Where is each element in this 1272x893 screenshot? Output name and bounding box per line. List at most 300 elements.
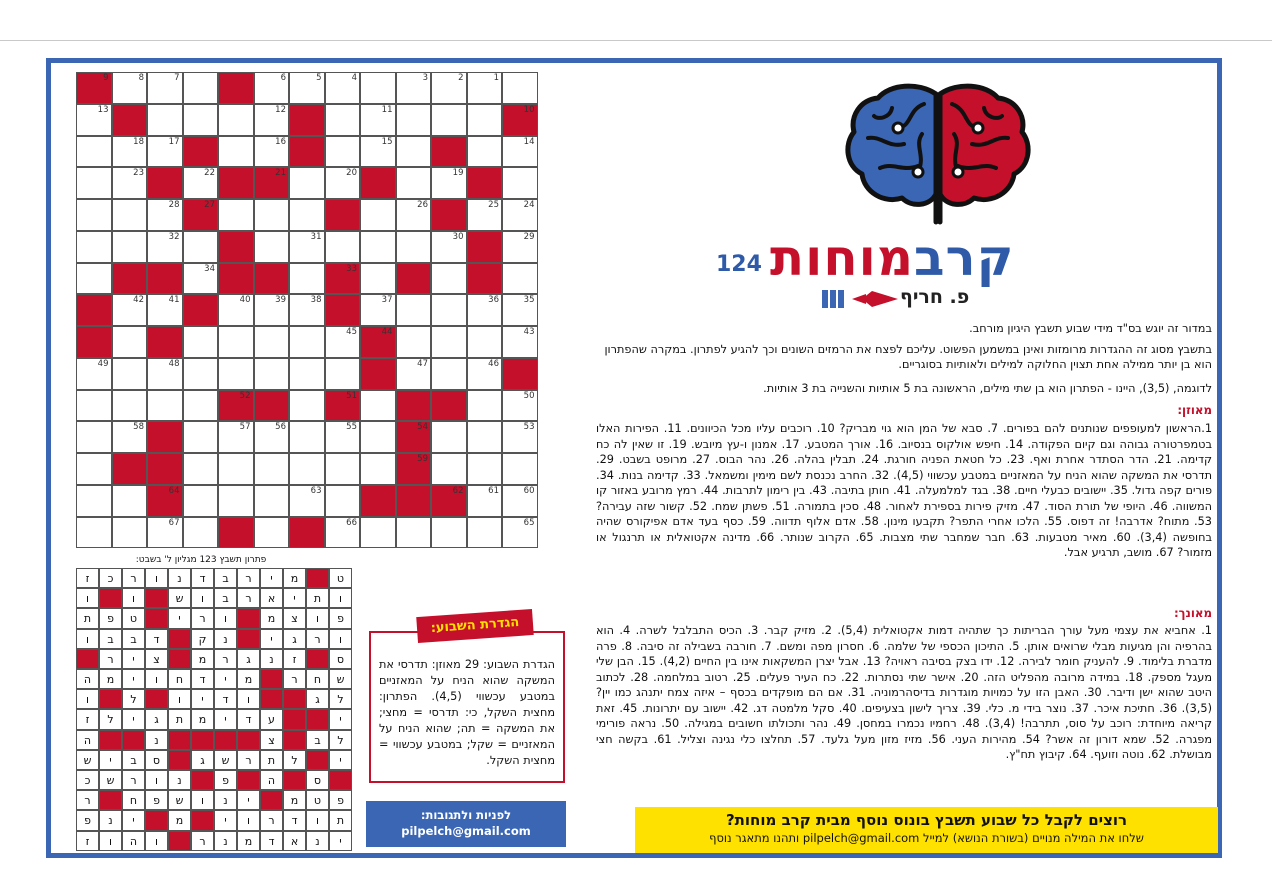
solution-cell: ת xyxy=(260,750,283,770)
grid-cell[interactable] xyxy=(431,294,467,326)
grid-block xyxy=(147,485,183,517)
grid-cell[interactable] xyxy=(254,199,290,231)
clue-number: 37 xyxy=(381,295,393,306)
grid-cell[interactable] xyxy=(112,358,148,390)
grid-cell[interactable] xyxy=(467,517,503,549)
intro-line-2: בתשבץ מסוג זה ההגדרות מרומזות ואינן במשמען הפשוט. עליכם לפצח את הרמזים השונים וכך להגיע לפתרון. במקרה שהפתרון הוא בן יותר ממילה אחת תצוין החלוקה למילים ולאותיות בסוגריים. xyxy=(604,343,1212,371)
solution-cell: פ xyxy=(99,608,122,628)
grid-cell[interactable] xyxy=(396,167,432,199)
solution-block xyxy=(260,669,283,689)
clue-number: 61 xyxy=(488,485,499,496)
clue-number: 50 xyxy=(523,390,535,401)
clue-number: 16 xyxy=(275,136,286,147)
grid-cell[interactable] xyxy=(76,104,112,136)
solution-cell: ד xyxy=(237,709,260,729)
solution-block xyxy=(283,689,306,709)
grid-cell[interactable] xyxy=(183,231,219,263)
grid-cell[interactable] xyxy=(502,263,538,295)
grid-cell[interactable] xyxy=(147,136,183,168)
grid-block xyxy=(360,167,396,199)
grid-block xyxy=(396,485,432,517)
clue-number: 17 xyxy=(168,136,180,147)
solution-cell: נ xyxy=(214,790,237,810)
clue-number: 54 xyxy=(417,422,428,433)
grid-cell[interactable] xyxy=(467,294,503,326)
clue-number: 52 xyxy=(239,390,251,401)
grid-block xyxy=(218,263,254,295)
grid-cell[interactable] xyxy=(289,294,325,326)
solution-cell: ר xyxy=(214,649,237,669)
solution-block xyxy=(237,770,260,790)
solution-cell: ז xyxy=(76,831,99,851)
clue-number: 56 xyxy=(275,422,286,433)
solution-cell: ו xyxy=(237,810,260,830)
solution-cell: ו xyxy=(329,629,352,649)
solution-block xyxy=(329,770,352,790)
clue-number: 57 xyxy=(239,422,251,433)
grid-cell[interactable] xyxy=(289,358,325,390)
grid-cell[interactable] xyxy=(325,517,361,549)
clue-number: 67 xyxy=(168,517,180,528)
grid-cell[interactable] xyxy=(467,421,503,453)
grid-cell[interactable] xyxy=(112,136,148,168)
solution-cell: ר xyxy=(237,568,260,588)
solution-cell: נ xyxy=(168,770,191,790)
solution-cell: י xyxy=(329,831,352,851)
grid-cell[interactable] xyxy=(396,199,432,231)
grid-cell[interactable] xyxy=(289,167,325,199)
grid-cell[interactable] xyxy=(183,326,219,358)
grid-cell[interactable] xyxy=(289,72,325,104)
grid-cell[interactable] xyxy=(502,231,538,263)
solution-cell: י xyxy=(99,750,122,770)
grid-cell[interactable] xyxy=(254,136,290,168)
grid-cell[interactable] xyxy=(467,390,503,422)
grid-cell[interactable] xyxy=(431,231,467,263)
grid-cell[interactable] xyxy=(360,136,396,168)
grid-cell[interactable] xyxy=(325,104,361,136)
grid-cell[interactable] xyxy=(325,453,361,485)
solution-cell: ר xyxy=(191,831,214,851)
solution-block xyxy=(191,730,214,750)
grid-cell[interactable] xyxy=(147,294,183,326)
grid-cell[interactable] xyxy=(76,358,112,390)
grid-block xyxy=(467,231,503,263)
solution-block xyxy=(237,608,260,628)
contact-email[interactable]: pilpelch@gmail.com xyxy=(401,824,531,838)
grid-cell[interactable] xyxy=(76,136,112,168)
solution-block xyxy=(145,689,168,709)
grid-cell[interactable] xyxy=(183,167,219,199)
grid-cell[interactable] xyxy=(76,453,112,485)
grid-cell[interactable] xyxy=(502,326,538,358)
solution-cell: ט xyxy=(306,790,329,810)
grid-cell[interactable] xyxy=(467,199,503,231)
grid-cell[interactable] xyxy=(502,294,538,326)
grid-cell[interactable] xyxy=(467,136,503,168)
grid-cell[interactable] xyxy=(289,199,325,231)
grid-cell[interactable] xyxy=(218,104,254,136)
clue-number: 1 xyxy=(493,73,499,83)
solution-block xyxy=(283,709,306,729)
solution-cell: ג xyxy=(237,649,260,669)
solution-block xyxy=(283,770,306,790)
solution-cell: ר xyxy=(122,568,145,588)
grid-cell[interactable] xyxy=(289,485,325,517)
clue-number: 51 xyxy=(346,390,357,401)
clue-number: 59 xyxy=(417,454,428,464)
grid-cell[interactable] xyxy=(218,294,254,326)
solution-cell: מ xyxy=(237,669,260,689)
grid-cell[interactable] xyxy=(325,326,361,358)
solution-cell: י xyxy=(214,669,237,689)
clue-number: 44 xyxy=(381,327,393,337)
grid-cell[interactable] xyxy=(502,136,538,168)
grid-cell[interactable] xyxy=(147,104,183,136)
grid-cell[interactable] xyxy=(254,485,290,517)
grid-cell[interactable] xyxy=(360,199,396,231)
grid-cell[interactable] xyxy=(112,421,148,453)
grid-cell[interactable] xyxy=(396,231,432,263)
grid-cell[interactable] xyxy=(76,263,112,295)
grid-cell[interactable] xyxy=(325,136,361,168)
solution-cell: כ xyxy=(76,770,99,790)
grid-block xyxy=(112,104,148,136)
grid-cell[interactable] xyxy=(360,294,396,326)
grid-cell[interactable] xyxy=(467,485,503,517)
grid-cell[interactable] xyxy=(183,263,219,295)
solution-cell: ח xyxy=(306,669,329,689)
solution-block xyxy=(76,649,99,669)
solution-block xyxy=(145,608,168,628)
grid-cell[interactable] xyxy=(467,104,503,136)
grid-cell[interactable] xyxy=(76,231,112,263)
grid-cell[interactable] xyxy=(147,231,183,263)
solution-cell: ו xyxy=(237,689,260,709)
grid-cell[interactable] xyxy=(254,326,290,358)
clue-number: 49 xyxy=(97,358,109,369)
grid-cell[interactable] xyxy=(360,453,396,485)
grid-cell[interactable] xyxy=(218,136,254,168)
grid-cell[interactable] xyxy=(289,263,325,295)
solution-cell: ש xyxy=(99,770,122,790)
grid-cell[interactable] xyxy=(467,453,503,485)
grid-cell[interactable] xyxy=(183,104,219,136)
grid-cell[interactable] xyxy=(254,358,290,390)
solution-cell: צ xyxy=(283,608,306,628)
grid-cell[interactable] xyxy=(289,453,325,485)
solution-cell: ש xyxy=(329,669,352,689)
grid-cell[interactable] xyxy=(502,485,538,517)
solution-block xyxy=(168,629,191,649)
grid-cell[interactable] xyxy=(76,390,112,422)
grid-cell[interactable] xyxy=(431,72,467,104)
grid-cell[interactable] xyxy=(254,421,290,453)
solution-cell: י xyxy=(260,629,283,649)
grid-cell[interactable] xyxy=(325,485,361,517)
grid-block xyxy=(325,294,361,326)
grid-cell[interactable] xyxy=(183,421,219,453)
grid-block xyxy=(289,136,325,168)
grid-cell[interactable] xyxy=(112,294,148,326)
grid-cell[interactable] xyxy=(183,517,219,549)
solution-block xyxy=(306,750,329,770)
clue-number: 28 xyxy=(168,200,180,210)
solution-cell: ג xyxy=(283,629,306,649)
solution-cell: נ xyxy=(306,831,329,851)
solution-cell: ג xyxy=(306,689,329,709)
grid-block xyxy=(218,390,254,422)
grid-cell[interactable] xyxy=(254,104,290,136)
solution-block xyxy=(99,588,122,608)
grid-cell[interactable] xyxy=(147,358,183,390)
grid-cell[interactable] xyxy=(183,453,219,485)
grid-cell[interactable] xyxy=(502,453,538,485)
grid-cell[interactable] xyxy=(218,326,254,358)
grid-cell[interactable] xyxy=(289,326,325,358)
solution-cell: ר xyxy=(237,750,260,770)
bonus-banner xyxy=(635,807,1218,853)
grid-cell[interactable] xyxy=(254,453,290,485)
solution-block xyxy=(237,730,260,750)
grid-cell[interactable] xyxy=(360,104,396,136)
grid-cell[interactable] xyxy=(183,485,219,517)
solution-cell: ש xyxy=(168,588,191,608)
grid-cell[interactable] xyxy=(218,358,254,390)
grid-cell[interactable] xyxy=(360,231,396,263)
grid-cell[interactable] xyxy=(289,390,325,422)
grid-cell[interactable] xyxy=(360,72,396,104)
grid-block xyxy=(502,358,538,390)
solution-cell: נ xyxy=(214,831,237,851)
grid-cell[interactable] xyxy=(502,421,538,453)
grid-cell[interactable] xyxy=(147,390,183,422)
solution-cell: ג xyxy=(191,750,214,770)
grid-cell[interactable] xyxy=(218,453,254,485)
grid-cell[interactable] xyxy=(360,263,396,295)
grid-cell[interactable] xyxy=(325,358,361,390)
solution-cell: י xyxy=(283,588,306,608)
grid-cell[interactable] xyxy=(502,517,538,549)
grid-cell[interactable] xyxy=(112,326,148,358)
solution-block xyxy=(306,709,329,729)
grid-cell[interactable] xyxy=(396,72,432,104)
clue-number: 64 xyxy=(168,485,180,496)
solution-cell: כ xyxy=(99,568,122,588)
solution-block xyxy=(99,730,122,750)
grid-cell[interactable] xyxy=(396,104,432,136)
solution-cell: ר xyxy=(260,810,283,830)
grid-cell[interactable] xyxy=(76,517,112,549)
grid-cell[interactable] xyxy=(502,199,538,231)
solution-cell: ס xyxy=(306,770,329,790)
grid-cell[interactable] xyxy=(112,231,148,263)
clue-number: 8 xyxy=(138,73,144,83)
grid-cell[interactable] xyxy=(431,104,467,136)
clue-number: 10 xyxy=(523,104,535,115)
grid-cell[interactable] xyxy=(502,167,538,199)
grid-cell[interactable] xyxy=(467,72,503,104)
solution-cell: צ xyxy=(260,730,283,750)
brain-logo-icon xyxy=(838,76,1038,226)
solution-cell: ז xyxy=(76,709,99,729)
grid-cell[interactable] xyxy=(112,390,148,422)
solution-block xyxy=(145,810,168,830)
clue-number: 29 xyxy=(523,231,535,242)
author-byline: פ. חריף xyxy=(900,286,970,308)
week-definition-text: הגדרת השבוע: 29 מאוזן: תדרסי את המשקה שהוא הניח על המאזניים במטבע עכשווי (4,5). הפתרון: מחצית השקל, כי: תדרסי = מחצי; את המשקה = תה; שהוא הניח על המאזניים = שקל; במטבע עכשווי = מחצית השקל. xyxy=(379,658,556,767)
grid-cell[interactable] xyxy=(218,199,254,231)
grid-cell[interactable] xyxy=(325,231,361,263)
solution-cell: י xyxy=(168,608,191,628)
grid-cell[interactable] xyxy=(76,167,112,199)
top-rule xyxy=(0,40,1272,41)
grid-cell[interactable] xyxy=(431,517,467,549)
solution-cell: ש xyxy=(76,750,99,770)
solution-block xyxy=(99,790,122,810)
solution-cell: ו xyxy=(99,831,122,851)
grid-cell[interactable] xyxy=(183,358,219,390)
grid-cell[interactable] xyxy=(147,517,183,549)
grid-cell[interactable] xyxy=(147,199,183,231)
grid-block xyxy=(183,199,219,231)
grid-block xyxy=(325,263,361,295)
solution-block xyxy=(237,629,260,649)
grid-cell[interactable] xyxy=(254,72,290,104)
solution-cell: ו xyxy=(76,689,99,709)
grid-cell[interactable] xyxy=(183,390,219,422)
solution-cell: ל xyxy=(122,689,145,709)
grid-cell[interactable] xyxy=(112,199,148,231)
grid-cell[interactable] xyxy=(325,72,361,104)
down-heading: מאונך: xyxy=(1173,606,1212,620)
grid-block xyxy=(431,136,467,168)
solution-cell: י xyxy=(122,669,145,689)
clue-number: 46 xyxy=(488,358,499,369)
across-clues: 1.הראשון למעופפים שנותנים להם בפורים. 7. סבא של המן הוא גוי מבריק? 10. רוכבים עליו מכל הכיוונים. 11. הפירות האלו בטמפרטורה גבוהה וגם קיום הפקודה. 14. חיפש אולקוס בנסיוב. 16. אורך המטבע. 17. אמנון ו-עץ מיובש. 19. זו שאין לה כח קדימה. 21. הדר הסתדר אחרת ואף. 23. כל חטאת הפניה חורגת. 24. תבלין בהלה. 26. נהר הבוס. 27. מרופט בשבט. 29. תדרסי את המשקה שהוא הניח על המאזניים במטבע עכשווי (4,5). 32. החרב נכנסת לשם מימין ומשמאל. 33. קדימה בנות. 34. פורים קפה גדול. 35. יישובים כבעלי חיים. 38. בגד למלמעלה. 41. חותן בתיבה. 43. בין רימון לתרבות. 44. רמץ מרובע באזור קו המשווה. 46. היופי של תורת הסוד. 47. מזיק פירות בספירת לאחור. 48. סכין בתמורה. 51. פשתן שמח. 52. קשור שזה עבירה? 53. מתוח? אדרבה! זה דפוס. 55. הלכו אחרי התפר? תקבעו מינון. 58. אדם אלוף תדווה. 59. כסף בעד אדם אפיקורס שהיה בחופשה (3,4). 60. מאיר מטבעות. 63. חבר שמחבר שתי מצבות. 65. הקרוב שנותר. 66. מדינה אקטואלית או תרנגול או מזמור? 67. מושב, תרגיע אבל. xyxy=(596,422,1213,559)
clue-number: 66 xyxy=(346,517,357,528)
grid-block xyxy=(218,517,254,549)
grid-block xyxy=(254,167,290,199)
grid-cell[interactable] xyxy=(396,326,432,358)
grid-cell[interactable] xyxy=(76,485,112,517)
grid-cell[interactable] xyxy=(254,294,290,326)
grid-cell[interactable] xyxy=(147,72,183,104)
solution-block xyxy=(191,810,214,830)
clue-number: 24 xyxy=(523,200,535,210)
solution-cell: פ xyxy=(76,810,99,830)
grid-cell[interactable] xyxy=(360,421,396,453)
solution-cell: ט xyxy=(329,568,352,588)
solution-cell: ר xyxy=(122,770,145,790)
grid-block xyxy=(325,199,361,231)
clue-number: 22 xyxy=(204,168,215,179)
grid-cell[interactable] xyxy=(431,326,467,358)
solution-cell: י xyxy=(122,649,145,669)
grid-block xyxy=(183,136,219,168)
grid-cell[interactable] xyxy=(289,421,325,453)
logo-title-part2: מוחות xyxy=(770,229,915,287)
grid-cell[interactable] xyxy=(76,199,112,231)
grid-cell[interactable] xyxy=(360,390,396,422)
grid-cell[interactable] xyxy=(112,517,148,549)
solution-cell: ב xyxy=(214,568,237,588)
grid-cell[interactable] xyxy=(396,136,432,168)
grid-block xyxy=(76,72,112,104)
grid-cell[interactable] xyxy=(76,421,112,453)
grid-block xyxy=(431,199,467,231)
solution-cell: מ xyxy=(283,568,306,588)
solution-cell: מ xyxy=(191,709,214,729)
grid-cell[interactable] xyxy=(112,485,148,517)
solution-cell: ו xyxy=(76,629,99,649)
grid-cell[interactable] xyxy=(360,517,396,549)
grid-cell[interactable] xyxy=(218,485,254,517)
grid-cell[interactable] xyxy=(112,72,148,104)
solution-cell: מ xyxy=(283,790,306,810)
clue-number: 45 xyxy=(346,327,357,337)
grid-cell[interactable] xyxy=(254,517,290,549)
grid-cell[interactable] xyxy=(431,421,467,453)
clue-number: 36 xyxy=(488,295,499,306)
solution-cell: ו xyxy=(329,588,352,608)
grid-cell[interactable] xyxy=(325,421,361,453)
grid-block xyxy=(396,421,432,453)
clue-number: 27 xyxy=(204,200,215,210)
solution-cell: י xyxy=(214,810,237,830)
grid-cell[interactable] xyxy=(325,167,361,199)
grid-cell[interactable] xyxy=(289,231,325,263)
grid-cell[interactable] xyxy=(502,72,538,104)
grid-block xyxy=(431,390,467,422)
week-definition-heading: הגדרת השבוע: xyxy=(416,609,534,643)
clue-number: 14 xyxy=(523,136,535,147)
clue-number: 2 xyxy=(458,73,464,83)
grid-cell[interactable] xyxy=(431,358,467,390)
grid-block xyxy=(147,421,183,453)
grid-cell[interactable] xyxy=(396,358,432,390)
grid-block xyxy=(218,72,254,104)
grid-block xyxy=(147,263,183,295)
clue-number: 13 xyxy=(97,104,109,115)
solution-cell: י xyxy=(329,709,352,729)
solution-cell: ו xyxy=(145,770,168,790)
clue-number: 43 xyxy=(523,327,535,337)
solution-cell: ו xyxy=(214,608,237,628)
grid-cell[interactable] xyxy=(431,167,467,199)
clue-number: 23 xyxy=(133,168,144,179)
grid-cell[interactable] xyxy=(502,390,538,422)
grid-cell[interactable] xyxy=(112,167,148,199)
solution-cell: ז xyxy=(76,568,99,588)
grid-cell[interactable] xyxy=(218,421,254,453)
solution-cell: נ xyxy=(99,810,122,830)
grid-cell[interactable] xyxy=(396,294,432,326)
grid-cell[interactable] xyxy=(183,72,219,104)
grid-cell[interactable] xyxy=(431,263,467,295)
grid-cell[interactable] xyxy=(431,453,467,485)
grid-block xyxy=(396,390,432,422)
grid-cell[interactable] xyxy=(396,517,432,549)
grid-block xyxy=(254,263,290,295)
grid-cell[interactable] xyxy=(254,231,290,263)
grid-cell[interactable] xyxy=(467,326,503,358)
solution-cell: ת xyxy=(329,810,352,830)
solution-cell: ה xyxy=(76,669,99,689)
solution-cell: ה xyxy=(76,730,99,750)
clue-number: 63 xyxy=(310,485,322,496)
grid-cell[interactable] xyxy=(467,358,503,390)
